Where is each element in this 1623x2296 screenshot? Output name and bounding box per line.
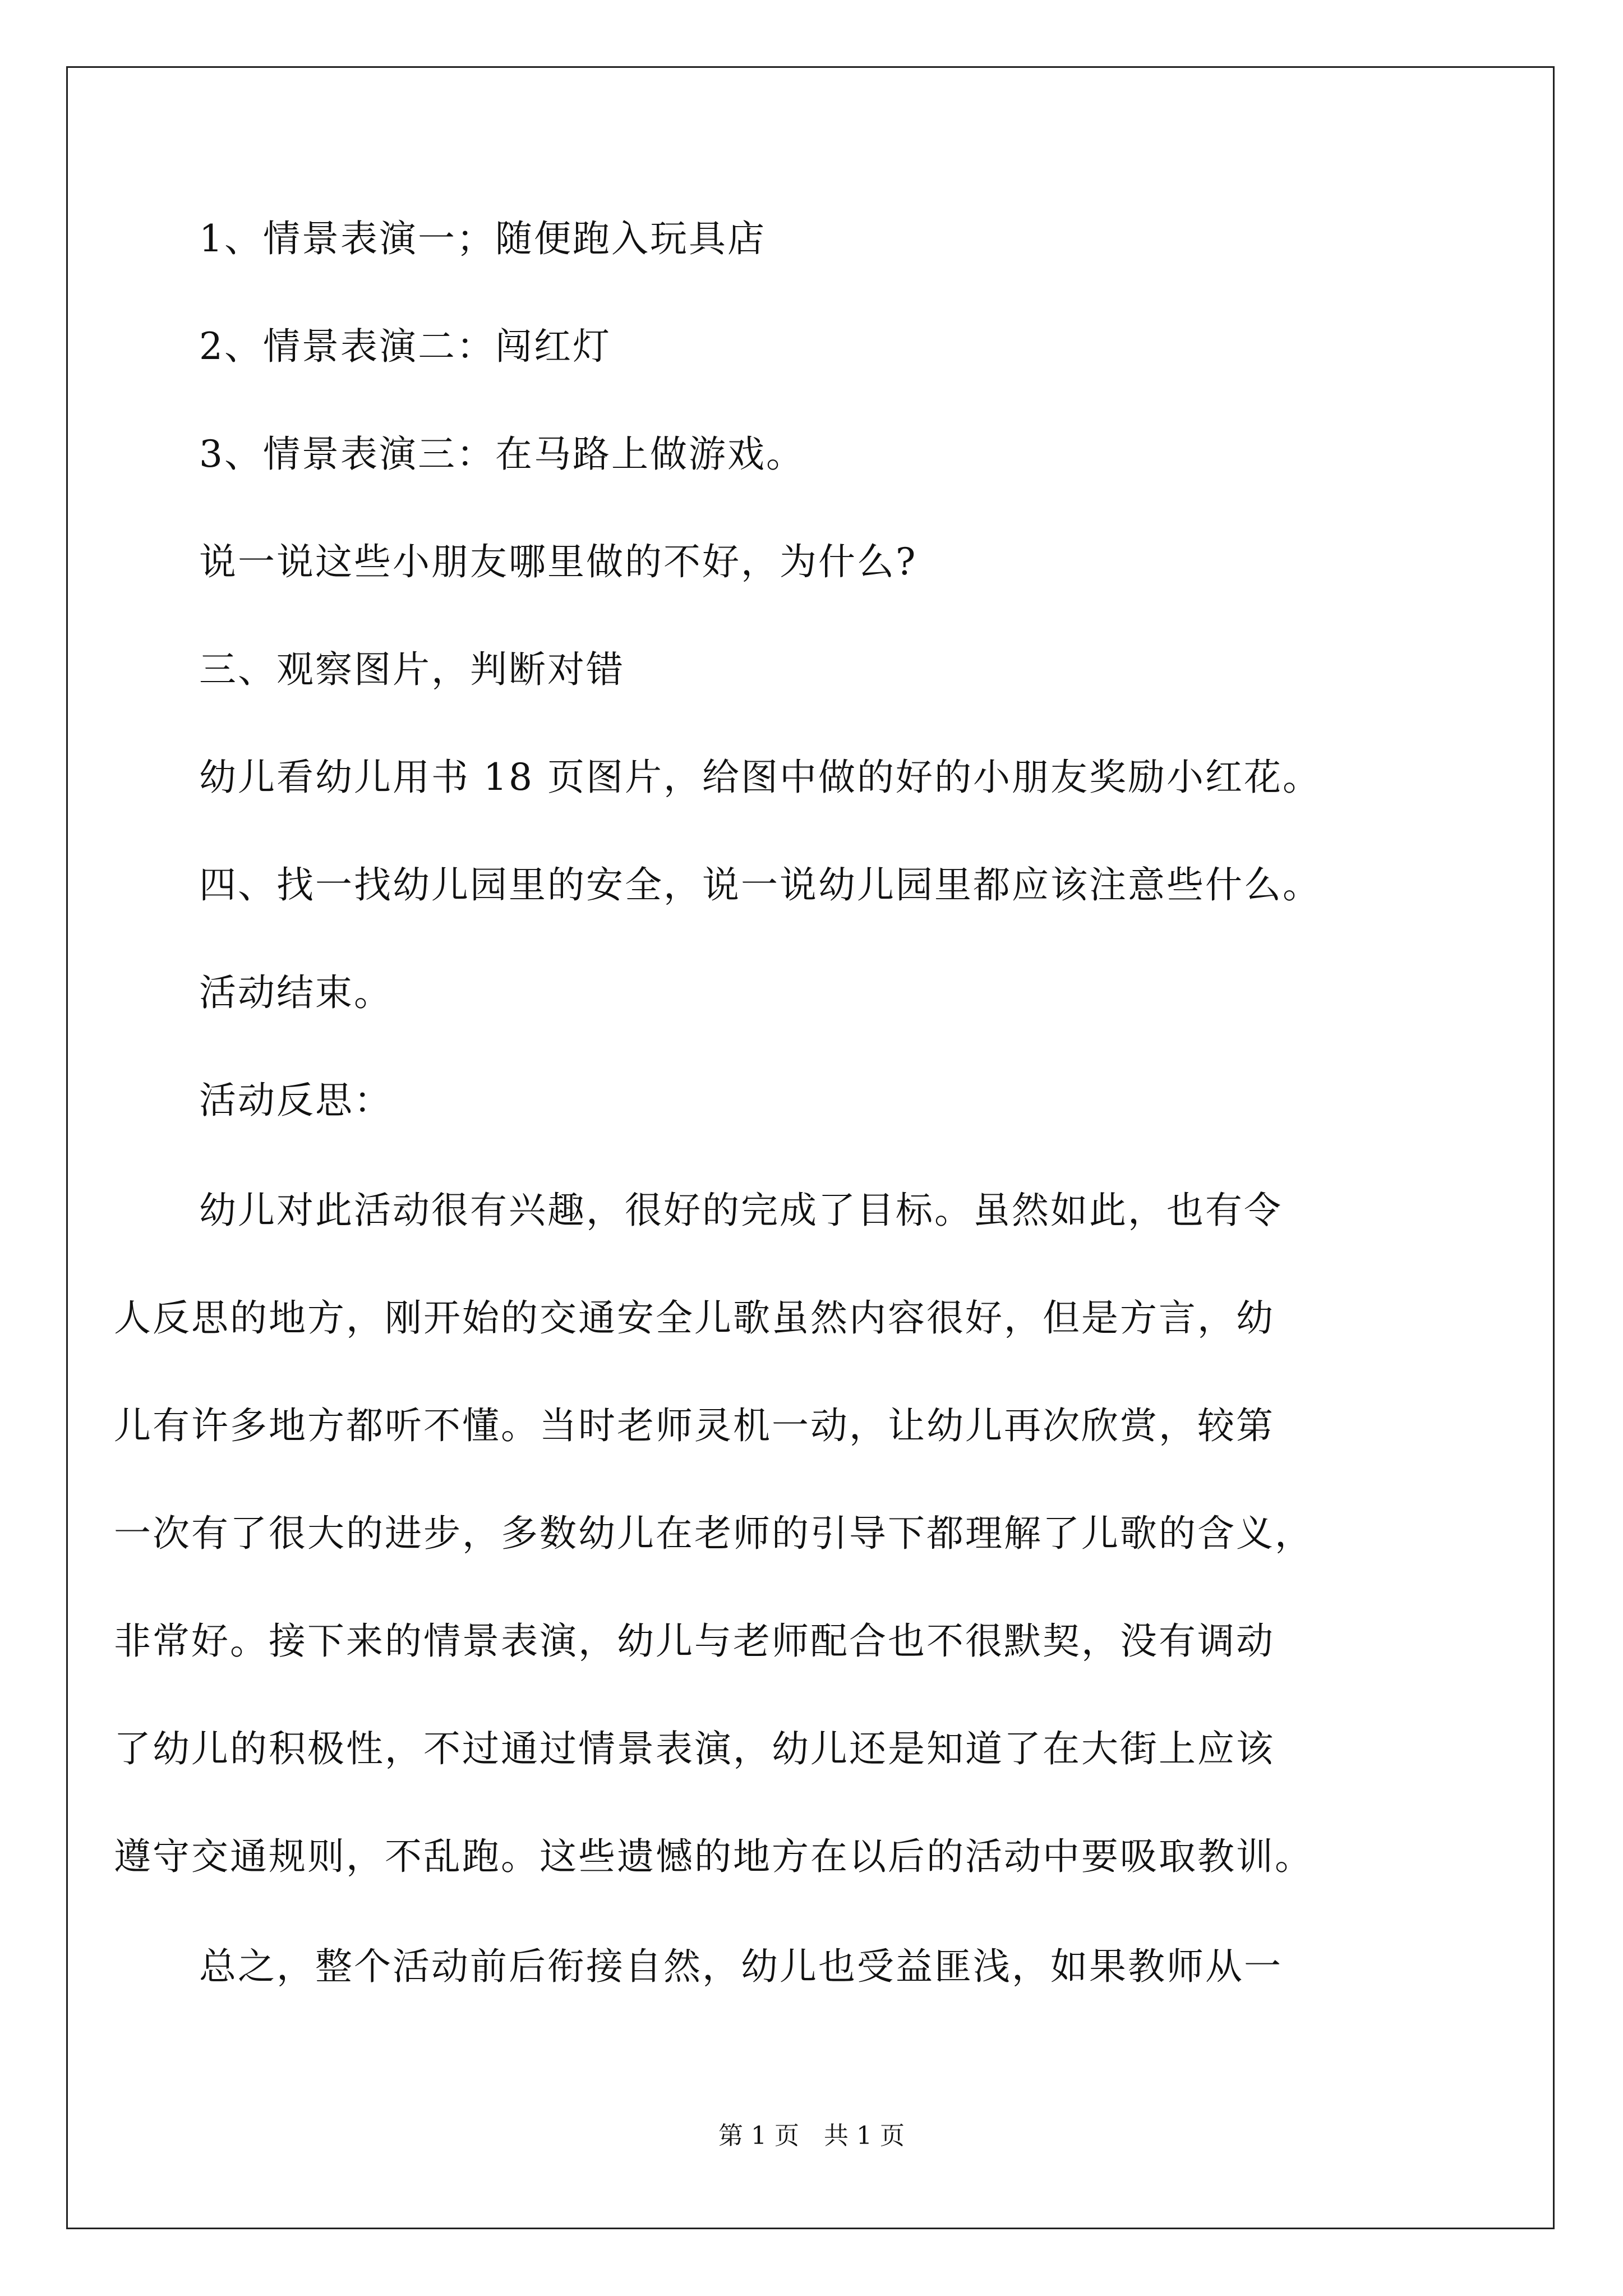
- reflection-line-6: 了幼儿的积极性，不过通过情景表演，幼儿还是知道了在大街上应该: [114, 1727, 1275, 1770]
- activity-end: 活动结束。: [199, 971, 393, 1014]
- reflection-heading: 活动反思：: [199, 1079, 393, 1122]
- reflection-line-1: 幼儿对此活动很有兴趣，很好的完成了目标。虽然如此，也有令: [199, 1189, 1283, 1232]
- paragraph-4: 说一说这些小朋友哪里做的不好，为什么?: [199, 540, 917, 583]
- reflection-line-5: 非常好。接下来的情景表演，幼儿与老师配合也不很默契，没有调动: [114, 1619, 1275, 1663]
- section-heading-3: 三、观察图片，判断对错: [199, 648, 625, 691]
- paragraph-2: 2、情景表演二：闯红灯: [199, 325, 611, 368]
- summary-line: 总之，整个活动前后衔接自然，幼儿也受益匪浅，如果教师从一: [199, 1945, 1283, 1988]
- reflection-line-3: 儿有许多地方都听不懂。当时老师灵机一动，让幼儿再次欣赏，较第: [114, 1404, 1275, 1447]
- page-footer: 第 1 页 共 1 页: [718, 2122, 905, 2150]
- paragraph-6: 幼儿看幼儿用书 18 页图片，给图中做的好的小朋友奖励小红花。: [199, 756, 1321, 799]
- reflection-line-4: 一次有了很大的进步，多数幼儿在老师的引导下都理解了儿歌的含义，: [114, 1512, 1313, 1555]
- page-border: [66, 66, 1555, 2229]
- paragraph-1: 1、情景表演一；随便跑入玩具店: [199, 217, 766, 260]
- paragraph-3: 3、情景表演三：在马路上做游戏。: [199, 432, 805, 476]
- reflection-line-2: 人反思的地方，刚开始的交通安全儿歌虽然内容很好，但是方言，幼: [114, 1296, 1275, 1340]
- reflection-line-7: 遵守交通规则，不乱跑。这些遗憾的地方在以后的活动中要吸取教训。: [114, 1835, 1313, 1878]
- section-heading-4: 四、找一找幼儿园里的安全，说一说幼儿园里都应该注意些什么。: [199, 863, 1321, 907]
